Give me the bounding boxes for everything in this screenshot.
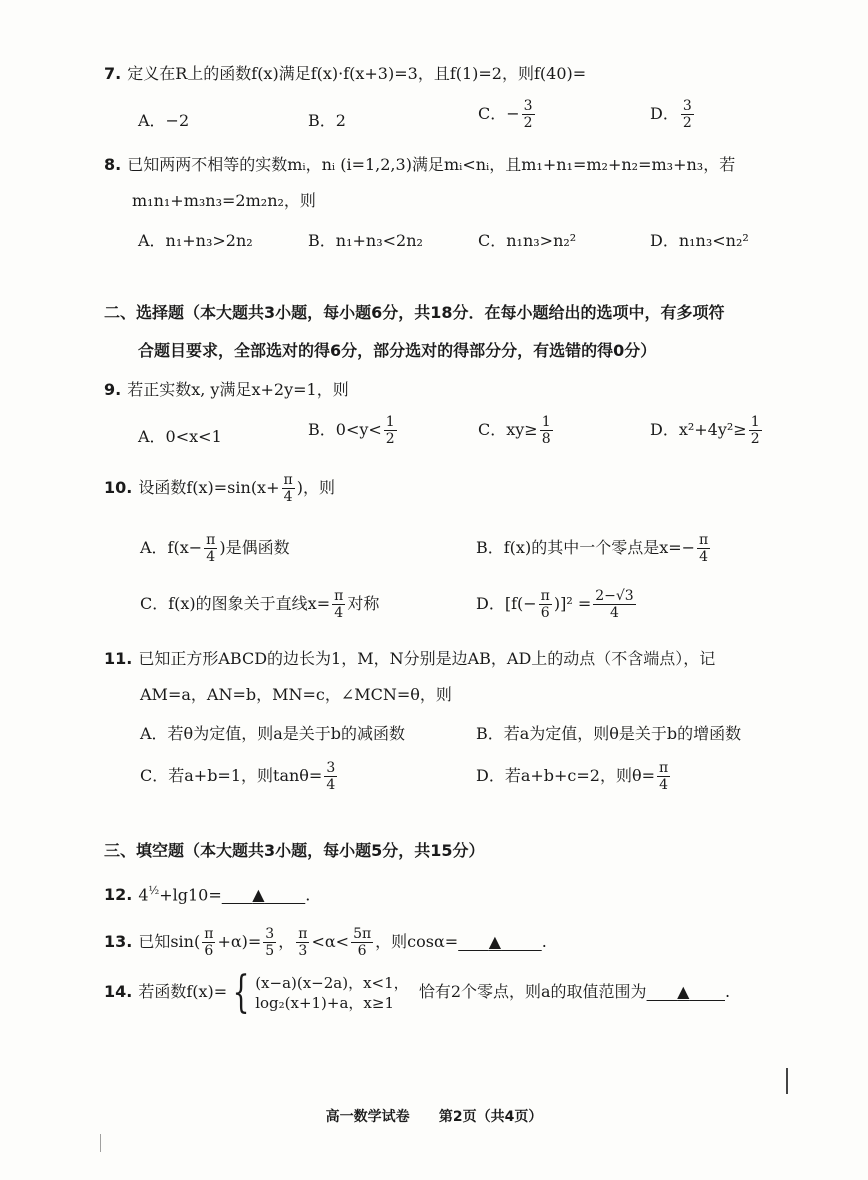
question-number: 7. (104, 64, 122, 83)
question-8 (104, 154, 735, 176)
fraction: $\frac{\pi}{4}$ (334, 588, 344, 621)
option-a: A．n₁+n₃>2n₂ (138, 231, 253, 250)
piecewise-cases: (x−a)(x−2a)，x<1， log₂(x+1)+a，x≥1 (255, 973, 409, 1012)
scan-mark (100, 1134, 101, 1152)
fraction: $\frac{3}{2}$ (682, 98, 692, 131)
section-3-heading: 三、填空题（本大题共3小题，每小题5分，共15分） (104, 841, 485, 860)
question-number: 8. (104, 155, 122, 174)
question-11-line2: AM=a，AN=b，MN=c，∠MCN=θ，则 (140, 685, 452, 704)
fraction: $\frac{5\pi}{6}$ (353, 926, 372, 959)
fraction: $\frac{\pi}{6}$ (540, 588, 550, 621)
scan-mark (786, 1068, 788, 1094)
option-d: D．若a+b+c=2，则θ= $\frac{\pi}{4}$ (476, 760, 669, 793)
option-a: A．−2 (138, 111, 190, 130)
question-13: 13. 已知sin( $\frac{\pi}{6}$ +α)= $\frac{3}{5}$ ， $\frac{\pi}{3}$ <α< $\frac{5\pi}{6}$ ，则cosα= ▲ . (104, 926, 547, 959)
fraction: $\frac{\pi}{4}$ (283, 472, 293, 505)
fraction: $\frac{1}{2}$ (385, 414, 395, 447)
fraction: $\frac{3}{5}$ (265, 926, 275, 959)
fraction: $\frac{\pi}{3}$ (298, 926, 308, 959)
page-number: 第2页（共4页） (438, 1109, 543, 1125)
question-text: 若正实数x, y满足x+2y=1，则 (127, 380, 349, 399)
option-c: C．− $\frac{3}{2}$ (478, 98, 533, 131)
option-b: B．n₁+n₃<2n₂ (308, 231, 423, 250)
fraction: $\frac{1}{2}$ (750, 414, 760, 447)
fraction: $\frac{3}{2}$ (523, 98, 533, 131)
question-number: 14. (104, 982, 133, 1001)
question-text: 已知正方形ABCD的边长为1，M，N分别是边AB，AD上的动点（不含端点），记 (138, 649, 716, 668)
answer-blank[interactable]: ▲ (488, 932, 502, 951)
question-number: 11. (104, 649, 133, 668)
option-c: C．n₁n₃>n₂² (478, 231, 577, 250)
question-11 (104, 648, 715, 670)
fraction: $\frac{\pi}{4}$ (206, 532, 216, 565)
option-a: A．若θ为定值，则a是关于b的减函数 (140, 724, 405, 743)
option-b: B．0<y< $\frac{1}{2}$ (308, 414, 395, 447)
option-c: C．xy≥ $\frac{1}{8}$ (478, 414, 551, 447)
option-d: D．n₁n₃<n₂² (650, 231, 749, 250)
fraction: $\frac{\pi}{4}$ (659, 760, 669, 793)
option-d: D． $\frac{3}{2}$ (650, 98, 692, 131)
page-footer (0, 1106, 868, 1126)
option-b: B．2 (308, 111, 346, 130)
question-text: 定义在R上的函数f(x)满足f(x)·f(x+3)=3，且f(1)=2，则f(40)= (127, 64, 587, 83)
option-c: C．若a+b=1，则tanθ= $\frac{3}{4}$ (140, 760, 336, 793)
fraction: $\frac{\pi}{4}$ (699, 532, 709, 565)
answer-blank[interactable]: ▲ (252, 885, 265, 905)
option-c: C．f(x)的图象关于直线x= $\frac{\pi}{4}$ 对称 (140, 588, 380, 621)
question-8-line2: m₁n₁+m₃n₃=2m₂n₂，则 (132, 191, 316, 210)
answer-blank[interactable]: ▲ (677, 982, 690, 1001)
fraction: $\frac{2-√3}{4}$ (595, 588, 634, 621)
fraction: $\frac{\pi}{6}$ (204, 926, 214, 959)
section-2-heading-line2: 合题目要求，全部选对的得6分，部分选对的得部分分，有选错的得0分） (138, 341, 657, 360)
fraction: $\frac{1}{8}$ (541, 414, 551, 447)
option-b: B．f(x)的其中一个零点是x=− $\frac{\pi}{4}$ (476, 532, 709, 565)
question-10: 10. 设函数f(x)=sin(x+ $\frac{\pi}{4}$ )，则 (104, 472, 335, 505)
question-number: 10. (104, 478, 133, 497)
question-14: 14. 若函数f(x)= { (x−a)(x−2a)，x<1， log₂(x+1)+a，x≥1 恰有2个零点，则a的取值范围为 ▲ . (104, 966, 731, 1018)
option-a: A．f(x− $\frac{\pi}{4}$ )是偶函数 (140, 532, 290, 565)
option-b: B．若a为定值，则θ是关于b的增函数 (476, 724, 742, 743)
question-number: 9. (104, 380, 122, 399)
fraction: $\frac{3}{4}$ (326, 760, 336, 793)
option-a: A．0<x<1 (138, 427, 222, 446)
question-12: 12. $4^{\frac{1}{2}}+\lg 10=$ ▲ . (104, 884, 311, 905)
option-d: D．[f(− $\frac{\pi}{6}$ )]² = $\frac{2-√3}{4}$ (476, 588, 634, 621)
section-2-heading: 二、选择题（本大题共3小题，每小题6分，共18分．在每小题给出的选项中，有多项符 (104, 303, 725, 322)
left-brace-icon: { (232, 966, 250, 1018)
question-number: 13. (104, 932, 133, 951)
option-d: D．x²+4y²≥ $\frac{1}{2}$ (650, 414, 760, 447)
question-7 (104, 63, 586, 85)
footer-title: 高一数学试卷 (325, 1109, 410, 1125)
question-number: 12. (104, 885, 133, 905)
question-text: 已知两两不相等的实数mᵢ，nᵢ (i=1,2,3)满足mᵢ<nᵢ，且m₁+n₁=m₂+n₂=m₃+n₃，若 (127, 155, 736, 174)
question-9 (104, 379, 349, 401)
